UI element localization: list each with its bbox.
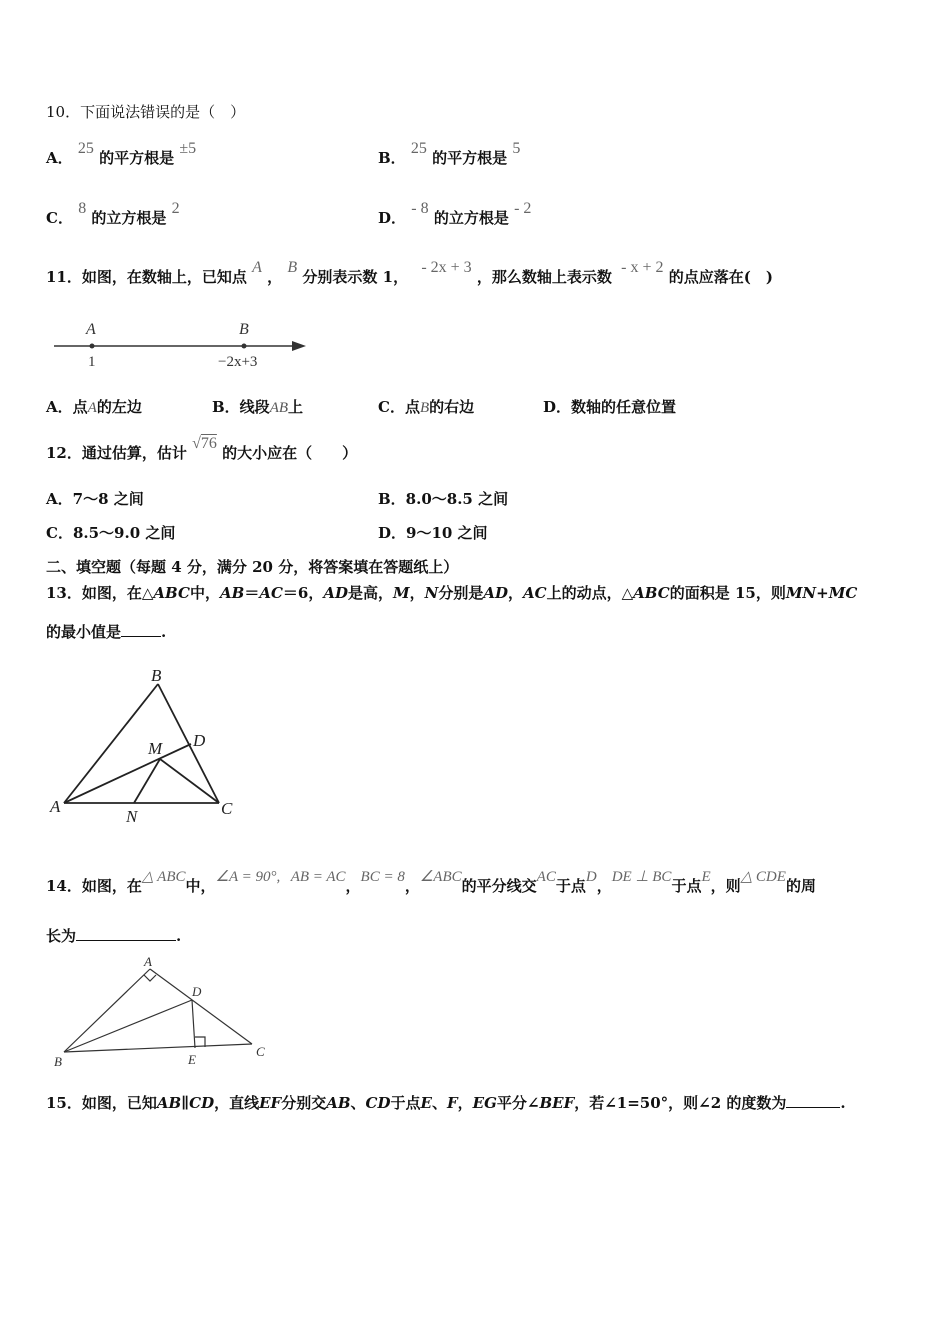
math-expr: AC: [536, 869, 556, 885]
fig-label-d: D: [193, 731, 206, 750]
math-expr: △ CDE: [740, 869, 786, 885]
math-var: BEF: [539, 1094, 575, 1112]
sqrt-expression: √76: [192, 435, 217, 452]
math-expr: E: [701, 869, 711, 885]
stem-text: 15．如图，已知: [46, 1094, 157, 1112]
stem-text: ，: [508, 584, 524, 602]
math-var: B: [419, 400, 430, 416]
q12-option-a: A．7～8 之间: [46, 490, 144, 508]
stem-text: ，: [404, 877, 420, 895]
stem-text: 的周: [785, 877, 816, 895]
stem-text: 分别交: [281, 1094, 327, 1112]
q15-stem: [46, 1093, 846, 1113]
option-label: A．: [46, 149, 73, 167]
stem-text: 上的动点，△: [546, 584, 634, 602]
stem-text: ，直线: [214, 1094, 260, 1112]
stem-text: 中，: [189, 584, 220, 602]
math-value: 8: [78, 200, 87, 217]
stem-text: 的最小值是: [46, 623, 122, 641]
math-expr: D: [585, 869, 597, 885]
stem-text: 的面积是 15，则: [669, 584, 786, 602]
q11-option-c: [378, 397, 474, 418]
stem-text: 的点应落在( ): [668, 268, 773, 286]
stem-text: 中，: [185, 877, 216, 895]
option-text: 的左边: [96, 398, 142, 416]
math-expr: ∠A = 90°,: [215, 869, 281, 885]
math-var: M: [393, 584, 410, 602]
option-label: B．: [378, 149, 406, 167]
stem-text: 14．如图，在: [46, 877, 142, 895]
stem-text: ，则: [710, 877, 741, 895]
math-var: AC: [523, 584, 547, 602]
q10-option-b: [378, 140, 521, 169]
math-value: 2: [171, 200, 180, 217]
math-var: AB: [269, 400, 289, 416]
fig-label-n: N: [126, 807, 138, 826]
option-label: C．: [46, 209, 73, 227]
math-var: AC: [259, 584, 283, 602]
math-expr: BC = 8: [360, 869, 405, 885]
math-value: - 8: [411, 200, 429, 217]
option-text: A．点: [46, 398, 88, 416]
math-expr: DE ⊥ BC: [611, 869, 672, 885]
stem-text: 11．如图，在数轴上，已知点: [46, 268, 247, 286]
option-text: 的右边: [429, 398, 475, 416]
stem-text: 分别是: [438, 584, 484, 602]
option-label: D．: [378, 209, 407, 227]
q10-option-c: [46, 200, 180, 229]
stem-text: .: [840, 1094, 846, 1112]
expression: - 2x + 3: [421, 259, 472, 276]
q12-option-c: C．8.5～9.0 之间: [46, 524, 176, 542]
math-var: MN+MC: [785, 584, 858, 602]
stem-text: 平分∠: [496, 1094, 540, 1112]
radicand: 76: [200, 435, 217, 452]
point-b: B: [287, 259, 298, 276]
stem-text: 是高，: [348, 584, 394, 602]
answer-blank[interactable]: [786, 1093, 840, 1108]
stem-text: ，: [457, 1094, 473, 1112]
q13-stem: [46, 583, 857, 603]
q13-stem-line2: [46, 622, 166, 642]
q11-stem: [46, 259, 773, 288]
answer-blank[interactable]: [76, 926, 176, 941]
math-var: N: [424, 584, 439, 602]
math-expr: ∠ABC: [419, 869, 462, 885]
stem-text: 13．如图，在△: [46, 584, 154, 602]
math-value: - 2: [514, 200, 532, 217]
number-line-figure: [48, 316, 318, 376]
stem-text: 、: [431, 1094, 447, 1112]
stem-text: 于点: [671, 877, 702, 895]
stem-text: ，: [596, 877, 612, 895]
stem-text: ＝6，: [282, 584, 324, 602]
stem-text: 于点: [390, 1094, 421, 1112]
fig-label-c: C: [256, 1044, 265, 1059]
stem-text: ，那么数轴上表示数: [476, 268, 612, 286]
fig-label-a: A: [50, 797, 61, 816]
option-text: 上: [288, 398, 304, 416]
option-text: 的平方根是: [432, 149, 508, 167]
q11-option-a: [46, 397, 142, 418]
fig-label-e: E: [188, 1052, 196, 1067]
q10-option-a: [46, 140, 197, 169]
math-value: ±5: [179, 140, 197, 157]
stem-text: ，: [409, 584, 425, 602]
stem-text: .: [176, 927, 182, 945]
q10-option-d: [378, 200, 532, 229]
stem-text: ，: [267, 268, 283, 286]
math-var: E: [420, 1094, 432, 1112]
math-var: AB: [219, 584, 245, 602]
fig-tick-1: 1: [88, 354, 96, 370]
stem-text: .: [161, 623, 167, 641]
math-var: A: [87, 400, 97, 416]
stem-text: ＝: [244, 584, 260, 602]
fig-label-a: A: [144, 954, 152, 969]
q12-option-d: D．9～10 之间: [378, 524, 488, 542]
fig-label-m: M: [148, 739, 163, 758]
math-value: 25: [410, 140, 427, 157]
math-var: EF: [259, 1094, 282, 1112]
option-text: 的平方根是: [99, 149, 175, 167]
stem-text: 的平分线交: [461, 877, 537, 895]
option-text: C．点: [378, 398, 420, 416]
q12-stem: [46, 435, 358, 464]
section-heading: 二、填空题（每题 4 分，满分 20 分，将答案填在答题纸上）: [46, 558, 459, 576]
q10-stem: 10．下面说法错误的是（ ）: [46, 103, 246, 121]
math-value: 5: [512, 140, 521, 157]
q11-option-d: D．数轴的任意位置: [543, 398, 677, 416]
q12-option-b: B．8.0～8.5 之间: [378, 490, 509, 508]
math-expr: AB = AC: [290, 869, 346, 885]
expression: - x + 2: [621, 259, 664, 276]
stem-text: ，: [345, 877, 361, 895]
fig-tick-expr: −2x+3: [218, 354, 258, 370]
q14-stem: [46, 869, 816, 897]
math-var: CD: [365, 1094, 391, 1112]
math-expr: △ ABC: [141, 869, 186, 885]
math-var: ABC: [153, 584, 190, 602]
math-var: AB: [326, 1094, 351, 1112]
fig-label-b: B: [151, 666, 162, 685]
q14-triangle-figure: [48, 952, 278, 1072]
fig-label-b: B: [54, 1054, 62, 1069]
math-var: AB∥CD: [156, 1094, 215, 1112]
fig-label-b: B: [239, 321, 249, 338]
option-text: B．线段: [212, 398, 270, 416]
stem-text: ，若∠1=50°，则∠2 的度数为: [574, 1094, 787, 1112]
stem-text: 、: [350, 1094, 366, 1112]
option-text: 的立方根是: [433, 209, 509, 227]
fig-label-a: A: [86, 321, 96, 338]
stem-text: 12．通过估算，估计: [46, 444, 187, 462]
stem-text: 于点: [555, 877, 586, 895]
fig-label-c: C: [221, 799, 233, 818]
math-value: 25: [77, 140, 94, 157]
math-var: F: [446, 1094, 458, 1112]
answer-blank[interactable]: [121, 622, 161, 637]
math-var: AD: [483, 584, 509, 602]
q11-option-b: [212, 397, 303, 418]
point-a: A: [252, 259, 262, 276]
q13-triangle-figure: [46, 662, 246, 832]
fig-label-d: D: [192, 984, 202, 999]
math-var: ABC: [633, 584, 670, 602]
q14-stem-line2: [46, 926, 181, 946]
math-var: EG: [472, 1094, 497, 1112]
option-text: 的立方根是: [91, 209, 167, 227]
stem-text: 分别表示数 1，: [302, 268, 409, 286]
stem-text: 的大小应在（ ）: [222, 444, 358, 462]
math-var: AD: [323, 584, 348, 602]
stem-text: 长为: [46, 927, 77, 945]
